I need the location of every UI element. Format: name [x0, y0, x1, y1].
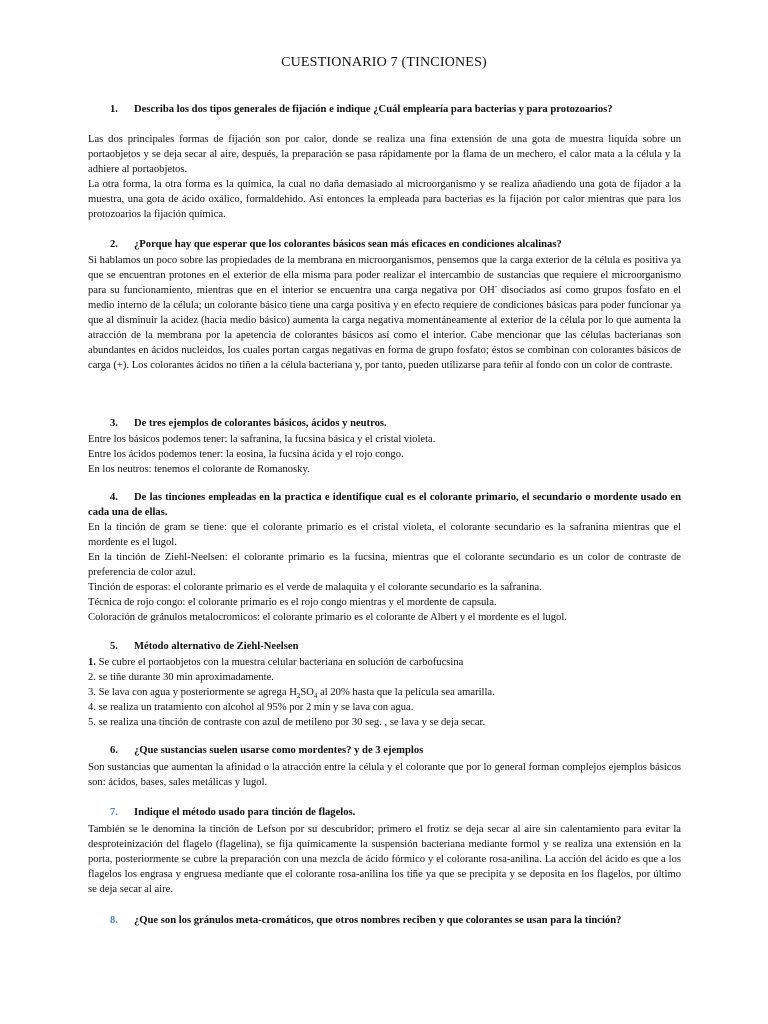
question-number: 1.	[110, 104, 118, 115]
question-number: 2.	[110, 239, 118, 250]
question-8	[88, 914, 681, 929]
question-text: ¿Porque hay que esperar que los colorantes básicos sean más eficaces en condiciones alcalinas?	[134, 239, 562, 250]
step-text: Se cubre el portaobjetos con la muestra celular bacteriana en solución de carbofucsina	[95, 657, 464, 668]
answer-2	[88, 253, 681, 373]
question-text: Indique el método usado para tinción de flagelos.	[134, 807, 356, 818]
question-number: 7.	[110, 807, 118, 818]
question-number: 8.	[110, 915, 118, 926]
answer-line: En la tinción de Ziehl-Neelsen: el colorante primario es la fucsina, mientras que el colorante secundario es un color de contraste de preferencia de color azul.	[88, 552, 681, 578]
superscript: -	[494, 282, 498, 291]
step-5: 5. se realiza una tinción de contraste con azul de metileno por 30 seg. , se lava y se deja secar.	[88, 717, 486, 728]
answer-line: En los neutros: tenemos el colorante de Romanosky.	[88, 464, 310, 475]
step-1	[88, 655, 681, 670]
question-text: ¿Que son los gránulos meta-cromáticos, que otros nombres reciben y que colorantes se usan para la tinción?	[134, 915, 622, 926]
question-text: De tres ejemplos de colorantes básicos, ácidos y neutros.	[134, 418, 387, 429]
question-number: 5.	[110, 641, 118, 652]
answer-4	[88, 520, 681, 625]
answer-7	[88, 822, 681, 897]
answer-line: En la tinción de gram se tiene: que el colorante primario es el cristal violeta, el colorante secundario es la safranina mientras que el mordente es el lugol.	[88, 522, 681, 548]
answer-line: Tinción de esporas: el colorante primario es el verde de malaquita y el colorante secundario es la safranina.	[88, 582, 542, 593]
step-4: 4. se realiza un tratamiento con alcohol al 95% por 2 min y se lava con agua.	[88, 702, 414, 713]
answer-1	[88, 132, 681, 222]
question-number: 4.	[110, 492, 118, 503]
question-4	[88, 491, 681, 520]
page-title: CUESTIONARIO 7 (TINCIONES)	[281, 55, 487, 70]
answer-paragraph: Las dos principales formas de fijación son por calor, donde se realiza una fina extensión de una gota de muestra liquida sobre un portaobjetos y se deja secar al aire, después, la preparación se pasa rápidamente por la flama de un mechero, el calor mata a la célula y la adhiere al portaobjetos.	[88, 134, 681, 175]
answer-6	[88, 760, 681, 790]
subscript: 4	[313, 692, 318, 701]
question-7	[88, 806, 681, 821]
question-number: 6.	[110, 745, 118, 756]
question-3	[88, 417, 681, 432]
answer-line: Coloración de gránulos metalocromicos: el colorante primario es el colorante de Albert y el mordente es el lugol.	[88, 612, 567, 623]
step-3: 3. Se lava con agua y posteriormente se agrega $H_2SO_4$ al 20% hasta que la película sea amarilla.	[88, 687, 495, 701]
answer-3	[88, 432, 681, 477]
step-2: 2. se tiñe durante 30 min aproximadamente.	[88, 672, 274, 683]
answer-line: Entre los ácidos podemos tener: la eosina, la fucsina ácida y el rojo congo.	[88, 449, 404, 460]
question-2	[88, 238, 681, 253]
question-text: Describa los dos tipos generales de fijación e indique ¿Cuál emplearía para bacterias y para protozoarios?	[134, 104, 613, 115]
answer-paragraph: También se le denomina la tinción de Lefson por su descubridor; primero el frotiz se deja secar al aire sin calentamiento para evitar la desproteinización del flagelo (flagelina), se fija químicamente la suspensión bacteriana mediante formol y se realiza una extensión en la porta, posteriormente se cubre la preparación con una mezcla de ácido fórmico y el colorante rosa-anilina. La acción del ácido es que a los flagelos los engrasa y engruesa mediante que el colorante rosa-anilina los tiñe ya que se precipita y se deposita en los flagelos, por último se deja secar al aire.	[88, 824, 681, 895]
question-6	[88, 744, 681, 759]
answer-line: Técnica de rojo congo: el colorante primario es el rojo congo mientras y el mordente de capsula.	[88, 597, 497, 608]
question-text: Método alternativo de Ziehl-Neelsen	[134, 641, 299, 652]
answer-paragraph: La otra forma, la otra forma es la química, la cual no daña demasiado al microorganismo y se realiza añadiendo una gota de fijador a la muestra, una gota de ácido oxálico, formaldehido. Así entonces la empleada para bacterias es la fijación por calor mientras que para los protozoarios la fijación química.	[88, 179, 681, 220]
question-text: De las tinciones empleadas en la practica e identifique cual es el colorante primario, el secundario o mordente usado en cada una de ellas.	[88, 492, 681, 518]
question-5	[88, 640, 681, 655]
answer-5	[88, 655, 681, 730]
question-number: 3.	[110, 418, 118, 429]
answer-paragraph: Son sustancias que aumentan la afinidad o la atracción entre la célula y el colorante que por lo general forman complejos ejemplos básicos son: ácidos, bases, sales metálicas y lugol.	[88, 762, 681, 788]
question-text: ¿Que sustancias suelen usarse como mordentes? y de 3 ejemplos	[134, 745, 424, 756]
answer-text: Si hablamos un poco sobre las propiedades de la membrana en microorganismos, pensemos que la carga exterior de la célula es positiva ya que se encuentran protones en el exterior de ella misma para poder realizar el intercambio de sustancias que requiere el microorganismo para su funcionamiento, mientras que en el interior se encuentra una carga negativa por OH	[88, 255, 681, 296]
question-1	[88, 103, 681, 118]
step-number: 1.	[88, 657, 96, 668]
answer-line: Entre los básicos podemos tener: la safranina, la fucsina básica y el cristal violeta.	[88, 434, 436, 445]
answer-text: disociados así como grupos fosfato en el medio interno de la célula; un colorante básico tiene una carga positiva y en efecto requiere de condiciones básicas para poder funcionar ya que al disminuir la acidez (hacia medio básico) aumenta la carga negativa momentáneamente al exterior de la célula por lo que aumenta la atracción de la membrana por la apetencia de colorantes básicos así como el interior. Cabe mencionar que las células bacterianas son abundantes en ácidos nucleídos, los cuales portan cargas negativas en forma de grupo fosfato; éstos se combinan con colorantes básicos de carga (+). Los colorantes ácidos no tiñen a la célula bacteriana y, por tanto, pueden utilizarse para teñir al fondo con un color de contraste.	[88, 285, 682, 371]
subscript: 2	[296, 692, 301, 701]
